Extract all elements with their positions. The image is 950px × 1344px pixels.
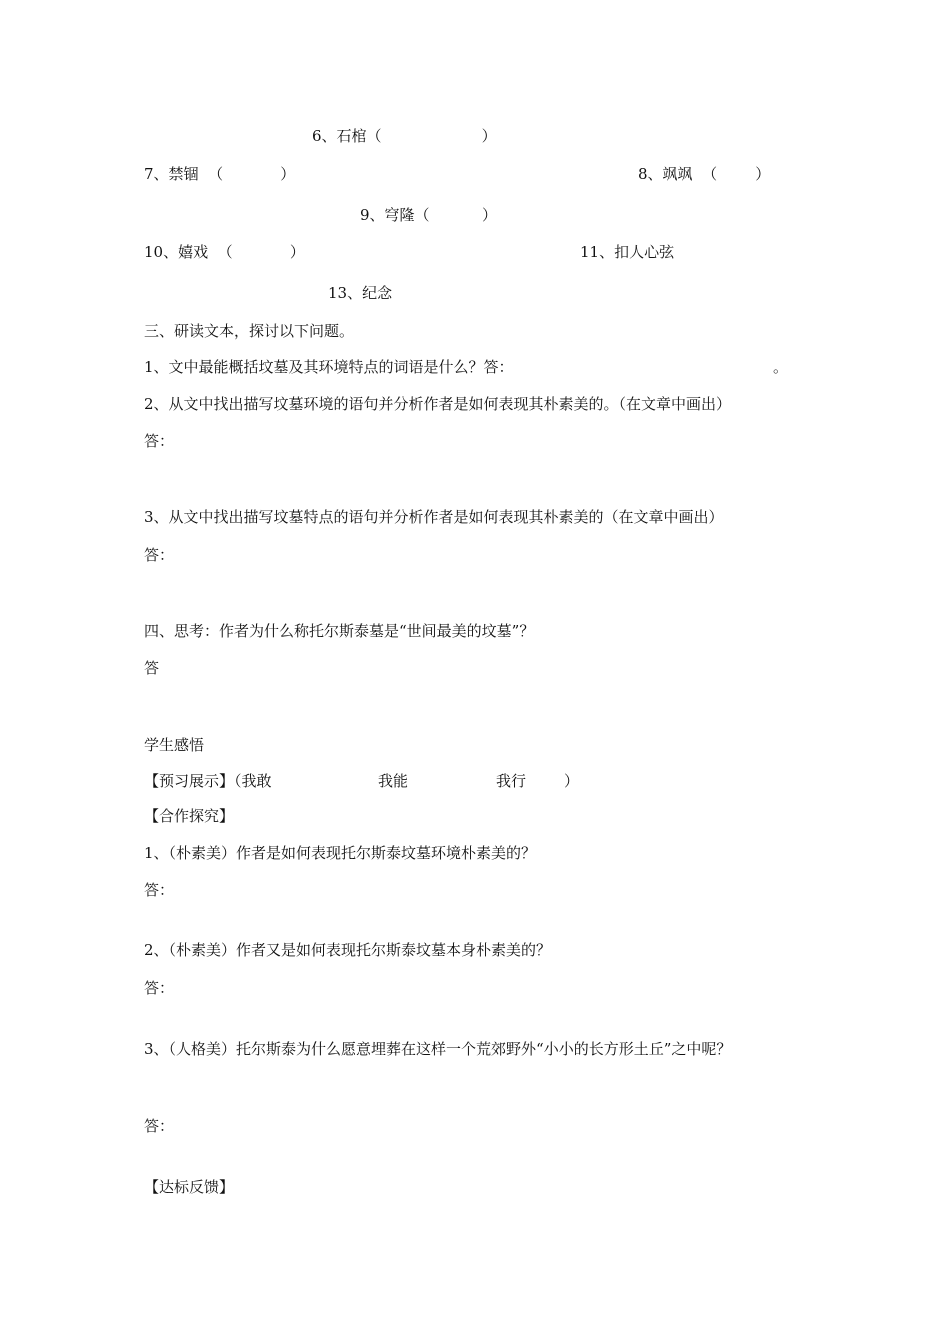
section-3-heading: 三、研读文本，探讨以下问题。	[144, 322, 355, 340]
section-3-question-2: 2、从文中找出描写坟墓环境的语句并分析作者是如何表现其朴素美的。（在文章中画出）	[144, 395, 732, 413]
cooperation-answer-3: 答：	[144, 1117, 175, 1135]
cooperation-answer-2: 答：	[144, 979, 175, 997]
feedback-title: 【达标反馈】	[144, 1178, 235, 1196]
vocab-item-11: 11、扣人心弦	[580, 243, 675, 261]
preview-label: 【预习展示】（我敢	[144, 772, 272, 790]
preview-close: ）	[564, 772, 580, 790]
section-3-question-1-end: 。	[773, 358, 789, 376]
vocab-item-9: 9、穹隆（ ）	[360, 206, 497, 224]
section-3-question-3: 3、从文中找出描写坟墓特点的语句并分析作者是如何表现其朴素美的（在文章中画出）	[144, 508, 724, 526]
section-4-answer: 答	[144, 659, 160, 677]
preview-ok: 我行	[496, 772, 527, 790]
cooperation-answer-1: 答：	[144, 881, 175, 899]
vocab-item-6: 6、石棺（ ）	[312, 127, 497, 145]
section-3-answer-2: 答：	[144, 432, 175, 450]
section-3-answer-3: 答：	[144, 546, 175, 564]
cooperation-question-1: 1、（朴素美）作者是如何表现托尔斯泰坟墓环境朴素美的？	[144, 844, 537, 862]
vocab-item-7: 7、禁锢 （ ）	[144, 165, 296, 183]
vocab-item-13: 13、纪念	[328, 284, 393, 302]
cooperation-question-3: 3、（人格美）托尔斯泰为什么愿意埋葬在这样一个荒郊野外“小小的长方形土丘”之中呢？	[144, 1040, 732, 1058]
section-3-question-1: 1、文中最能概括坟墓及其环境特点的词语是什么？答：	[144, 358, 514, 376]
cooperation-question-2: 2、（朴素美）作者又是如何表现托尔斯泰坟墓本身朴素美的？	[144, 941, 552, 959]
vocab-item-8: 8、飒飒 （ ）	[638, 165, 771, 183]
section-4-heading: 四、思考：作者为什么称托尔斯泰墓是“世间最美的坟墓”？	[144, 622, 535, 640]
cooperation-title: 【合作探究】	[144, 807, 235, 825]
reflection-title: 学生感悟	[144, 736, 205, 754]
vocab-item-10: 10、嬉戏 （ ）	[144, 243, 305, 261]
preview-can: 我能	[378, 772, 409, 790]
